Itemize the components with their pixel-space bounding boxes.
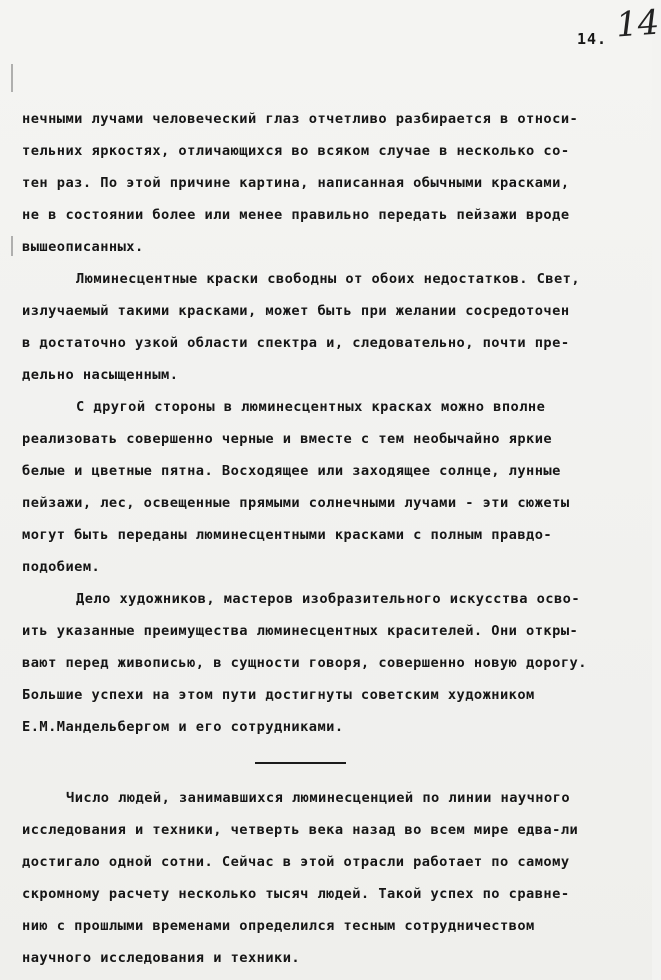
handwritten-page-number: 14 bbox=[614, 2, 661, 46]
paragraph-3-line-6: подобием. bbox=[22, 559, 101, 575]
paragraph-2-line-2: излучаемый такими красками, может быть при желании сосредоточен bbox=[22, 303, 570, 319]
paragraph-2-line-3: в достаточно узкой области спектра и, следовательно, почти пре- bbox=[22, 335, 570, 351]
paragraph-1-line-3: тен раз. По этой причине картина, написанная обычными красками, bbox=[22, 175, 570, 191]
paragraph-3-line-2: реализовать совершенно черные и вместе с тем необычайно яркие bbox=[22, 431, 553, 447]
paragraph-5-line-6: научного исследования и техники. bbox=[22, 950, 301, 966]
paragraph-5-line-1: Число людей, занимавшихся люминесценцией по линии научного bbox=[66, 790, 571, 806]
paragraph-1-line-5: вышеописанных. bbox=[22, 239, 144, 255]
paragraph-5-line-3: достигало одной сотни. Сейчас в этой отрасли работает по самому bbox=[22, 854, 570, 870]
left-edge-mark bbox=[11, 236, 13, 256]
paragraph-4-line-1: Дело художников, мастеров изобразительного искусства осво- bbox=[76, 591, 581, 607]
paragraph-1-line-1: нечными лучами человеческий глаз отчетливо разбирается в относи- bbox=[22, 111, 579, 127]
paragraph-3-line-4: пейзажи, лес, освещенные прямыми солнечными лучами - эти сюжеты bbox=[22, 495, 570, 511]
section-divider bbox=[255, 762, 346, 764]
paragraph-3-line-5: могут быть переданы люминесцентными красками с полным правдо- bbox=[22, 527, 553, 543]
paragraph-5-line-5: нию с прошлыми временами определился тесным сотрудничеством bbox=[22, 918, 535, 934]
paragraph-4-line-3: вают перед живописью, в сущности говоря, совершенно новую дорогу. bbox=[22, 655, 587, 671]
paragraph-1-line-2: тельних яркостях, отличающихся во всяком случае в несколько со- bbox=[22, 143, 570, 159]
paragraph-4-line-4: Большие успехи на этом пути достигнуты советским художником bbox=[22, 687, 535, 703]
paragraph-3-line-1: С другой стороны в люминесцентных красках можно вполне bbox=[76, 399, 546, 415]
paragraph-2-line-4: дельно насыщенным. bbox=[22, 367, 179, 383]
left-edge-mark bbox=[11, 64, 13, 92]
paragraph-4-line-5: Е.М.Мандельбергом и его сотрудниками. bbox=[22, 719, 344, 735]
paragraph-5-line-4: скромному расчету несколько тысяч людей. Такой успех по сравне- bbox=[22, 886, 570, 902]
paragraph-5-line-2: исследования и техники, четверть века назад во всем мире едва-ли bbox=[22, 822, 579, 838]
page-number: 14. bbox=[577, 30, 608, 48]
paragraph-1-line-4: не в состоянии более или менее правильно передать пейзажи вроде bbox=[22, 207, 570, 223]
paragraph-2-line-1: Люминесцентные краски свободны от обоих недостатков. Свет, bbox=[76, 271, 581, 287]
paragraph-4-line-2: ить указанные преимущества люминесцентных красителей. Они откры- bbox=[22, 623, 579, 639]
paragraph-3-line-3: белые и цветные пятна. Восходящее или заходящее солнце, лунные bbox=[22, 463, 561, 479]
